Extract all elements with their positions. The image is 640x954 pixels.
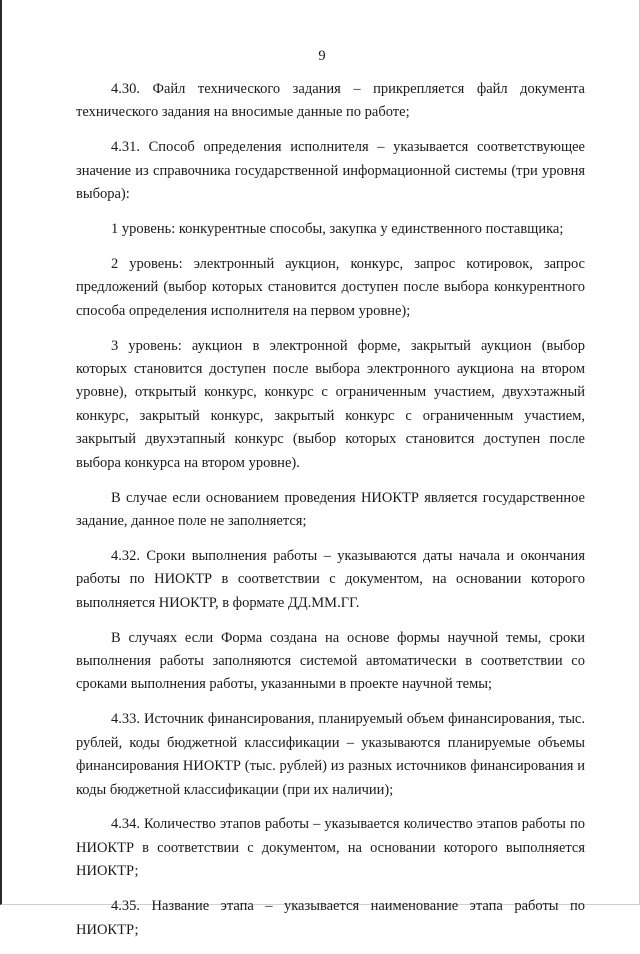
paragraph-4-31: 4.31. Способ определения исполнителя – указывается соответствующее значение из справочника государственной информационной системы (три уровня выбора): <box>76 139 585 203</box>
paragraph-state-assignment-note: В случае если основанием проведения НИОКТР является государственное задание, данное поле не заполняется; <box>76 489 585 529</box>
paragraph-4-32: 4.32. Сроки выполнения работы – указываются даты начала и окончания работы по НИОКТР в соответствии с документом, на основании которого выполняется НИОКТР, в формате ДД.ММ.ГГ. <box>76 547 585 611</box>
page-number: 9 <box>318 48 326 64</box>
paragraph-4-33: 4.33. Источник финансирования, планируемый объем финансирования, тыс. рублей, коды бюджетной классификации – указываются планируемые объемы финансирования НИОКТР (тыс. рублей) из разных источников финансирования и коды бюджетной классификации (при их наличии); <box>76 711 585 798</box>
paragraph-level-1: 1 уровень: конкурентные способы, закупка у единственного поставщика; <box>111 221 564 238</box>
paragraph-4-35: 4.35. Название этапа – указывается наименование этапа работы по НИОКТР; <box>76 898 585 938</box>
document-body <box>76 78 585 954</box>
paragraph-research-topic-note: В случаях если Форма создана на основе формы научной темы, сроки выполнения работы заполняются системой автоматически в соответствии со сроками выполнения работы, указанными в проекте научной темы; <box>76 629 585 693</box>
paragraph-4-30: 4.30. Файл технического задания – прикрепляется файл документа технического задания на вносимые данные по работе; <box>76 81 585 121</box>
paragraph-level-2: 2 уровень: электронный аукцион, конкурс, запрос котировок, запрос предложений (выбор которых становится доступен после выбора конкурентного способа определения исполнителя на первом уровне); <box>76 255 585 319</box>
paragraph-4-34: 4.34. Количество этапов работы – указывается количество этапов работы по НИОКТР в соответствии с документом, на основании которого выполняется НИОКТР; <box>76 816 585 880</box>
paragraph-level-3: 3 уровень: аукцион в электронной форме, закрытый аукцион (выбор которых становится доступен после выбора электронного аукциона на втором уровне), открытый конкурс, конкурс с ограниченным участием, двухэтажный конкурс, закрытый конкурс, закрытый конкурс с ограниченным участием, закрытый двухэтапный конкурс (выбор которых становится доступен после выбора конкурса на втором уровне). <box>76 337 585 471</box>
